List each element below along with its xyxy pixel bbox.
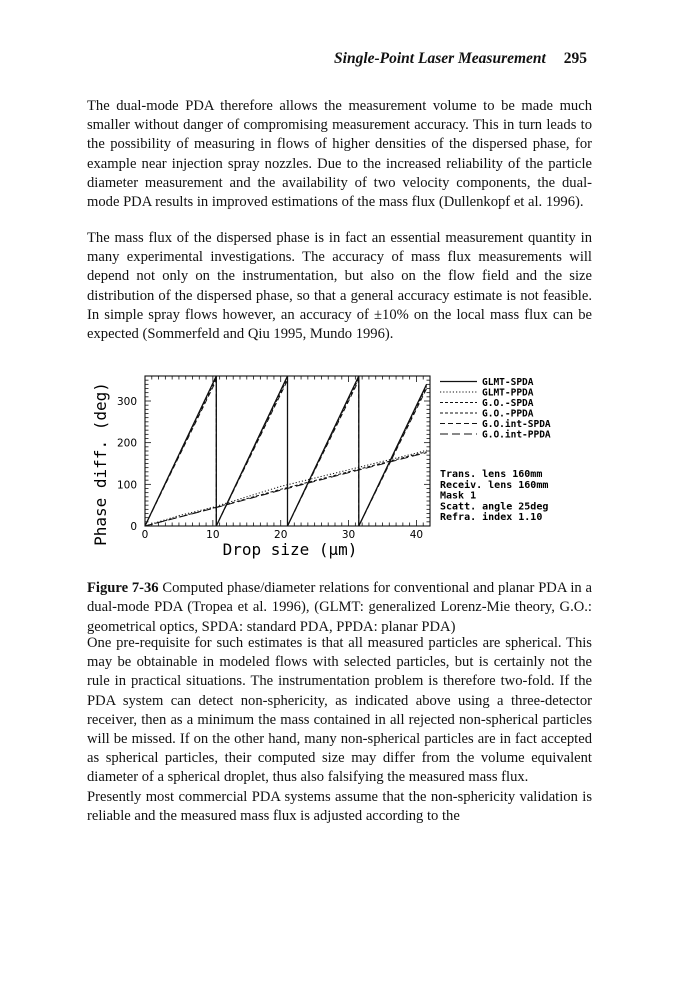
y-tick-label: 200 bbox=[116, 437, 137, 450]
figure-label: Figure 7-36 bbox=[87, 580, 159, 596]
chart-annotations bbox=[440, 469, 548, 523]
annotation-line: Scatt. angle 25deg bbox=[440, 501, 549, 513]
plot-area bbox=[145, 376, 427, 526]
page-number: 295 bbox=[563, 50, 587, 67]
y-tick-label: 300 bbox=[116, 396, 137, 408]
figure-caption-text: Computed phase/diameter relations for conventional and planar PDA in a dual-mode PDA (Tropea et al. 1996), (GLMT: generalized Lorenz-Mie theory, G.O.: geometrical optics, SPDA: standard PDA, PPDA: planar PDA) bbox=[87, 580, 592, 635]
x-axis-label: Drop size (μm) bbox=[222, 540, 358, 559]
annotation-line: Trans. lens 160mm bbox=[440, 469, 543, 480]
legend-label: GLMT-SPDA bbox=[482, 377, 534, 388]
x-tick-label: 0 bbox=[141, 529, 149, 541]
running-title: Single-Point Laser Measurement bbox=[334, 50, 546, 67]
series-line bbox=[145, 376, 427, 526]
annotation-line: Refra. index 1.10 bbox=[440, 512, 543, 524]
phase-diameter-chart bbox=[85, 364, 595, 564]
annotation-line: Receiv. lens 160mm bbox=[440, 479, 549, 491]
paragraph-2: The mass flux of the dispersed phase is in fact an essential measurement quantity in many experimental investigations. The accuracy of mass flux measurements will depend not only on the instrumentation, but also on the flow field and the size distribution of the dispersed phase, so that a general accuracy estimate is not feasible. In simple spray flows however, an accuracy of ±10% on the local mass flux can be expected (Sommerfeld and Qiu 1995, Mundo 1996). bbox=[87, 230, 592, 343]
paragraph-4: Presently most commercial PDA systems assume that the non-sphericity validation is reliable and the measured mass flux is adjusted according to the bbox=[87, 789, 592, 825]
x-tick-label: 30 bbox=[341, 529, 356, 541]
paragraph-3: One pre-requisite for such estimates is that all measured particles are spherical. This may be obtainable in modeled flows with selected particles, but is certainly not the rule in practical situations. The instrumentation problem is therefore two-fold. If the PDA system can detect non-sphericity, as indicated above using a three-detector receiver, then as a minimum the mass contained in all rejected non-spherical particles will be missed. If on the other hand, many non-spherical particles are in fact accepted as spherical particles, their computed size may differ from the volume equivalent diameter of a spherical droplet, thus also falsifying the measured mass flux. bbox=[87, 635, 592, 786]
figure-caption bbox=[87, 579, 592, 637]
annotation-line: Mask 1 bbox=[440, 490, 477, 502]
series-line bbox=[145, 453, 427, 526]
paragraph-1: The dual-mode PDA therefore allows the measurement volume to be made much smaller without danger of compromising measurement accuracy. This in turn leads to the possibility of measuring in flows of higher densities of the dispersed phase, for example near injection spray nozzles. Due to the increased reliability of the particle diameter measurement and the availability of two velocity components, the dual-mode PDA results in improved estimations of the mass flux (Dullenkopf et al. 1996). bbox=[87, 98, 592, 211]
legend-label: G.O.-PPDA bbox=[482, 408, 534, 420]
y-tick-label: 100 bbox=[116, 479, 137, 492]
legend-label: G.O.int-PPDA bbox=[482, 429, 551, 441]
legend-label: GLMT-PPDA bbox=[482, 387, 534, 399]
y-axis-label: Phase diff. (deg) bbox=[91, 382, 110, 546]
y-tick-label: 0 bbox=[130, 521, 137, 533]
legend-label: G.O.-SPDA bbox=[482, 398, 534, 409]
legend-label: G.O.int-SPDA bbox=[482, 419, 551, 430]
legend bbox=[440, 377, 551, 441]
x-tick-label: 20 bbox=[274, 529, 288, 541]
x-tick-label: 10 bbox=[206, 529, 220, 541]
series-line bbox=[145, 380, 427, 526]
running-header bbox=[334, 50, 587, 68]
x-tick-label: 40 bbox=[409, 529, 424, 541]
axes bbox=[117, 376, 430, 541]
series-line bbox=[145, 378, 427, 526]
